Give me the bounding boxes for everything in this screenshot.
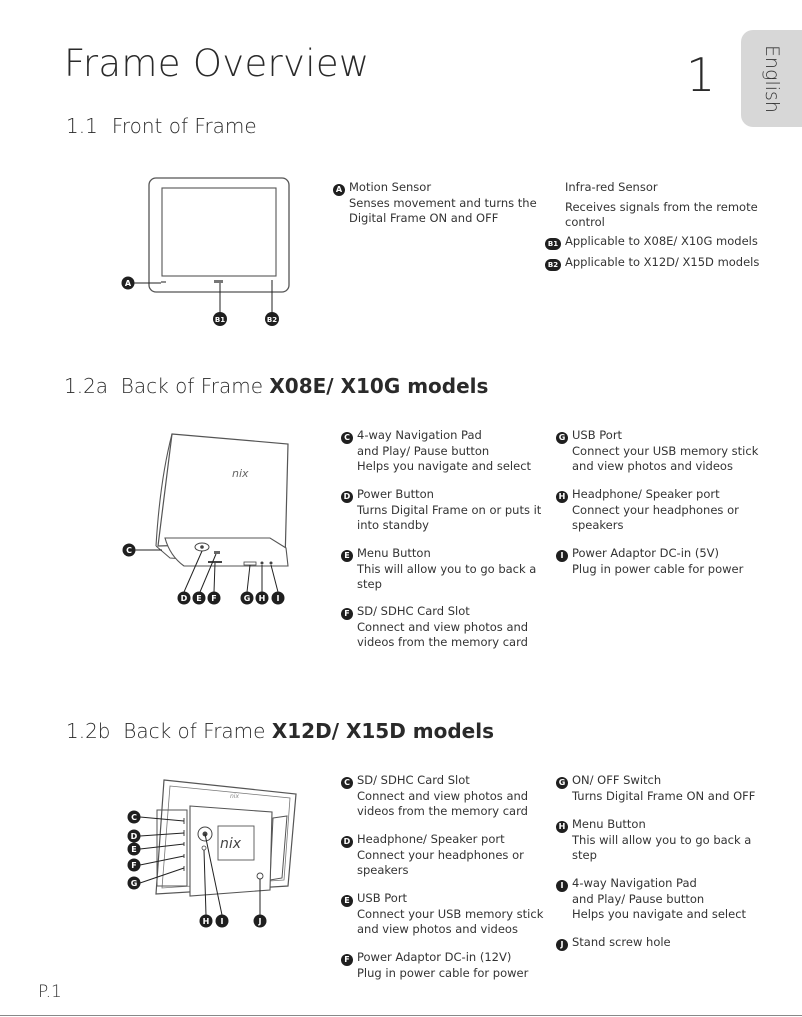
item-title: Headphone/ Speaker port <box>357 832 505 846</box>
bottom-divider <box>0 1015 802 1016</box>
section-title: Back of Frame <box>120 374 264 398</box>
svg-text:A: A <box>124 279 132 288</box>
svg-text:D: D <box>130 832 138 841</box>
svg-text:B1: B1 <box>214 316 226 324</box>
chapter-number: 1 <box>686 48 716 102</box>
item-desc: Connect and view photos and <box>357 620 529 634</box>
item-desc: Connect your USB memory stick <box>357 907 544 921</box>
item-title: Infra-red Sensor <box>565 180 658 194</box>
back-a-item-g <box>556 428 758 474</box>
item-desc: This will allow you to go back a <box>357 562 537 576</box>
badge-b2: B2 <box>545 259 561 271</box>
svg-text:D: D <box>180 594 188 603</box>
section-heading-back-b <box>66 719 494 743</box>
item-desc: videos from the memory card <box>357 635 528 649</box>
item-title: 4-way Navigation Pad <box>357 428 482 442</box>
svg-text:G: G <box>243 594 251 603</box>
item-desc: into standby <box>357 518 429 532</box>
svg-text:I: I <box>220 917 224 926</box>
item-desc: and Play/ Pause button <box>357 444 490 458</box>
language-tab-label: English <box>760 44 783 113</box>
badge-h: H <box>556 491 568 503</box>
item-desc: Plug in power cable for power <box>572 562 744 576</box>
front-item-motion-sensor <box>333 180 537 226</box>
item-desc: and Play/ Pause button <box>572 892 705 906</box>
item-title: Motion Sensor <box>349 180 432 194</box>
item-desc: Connect your USB memory stick <box>572 444 759 458</box>
item-desc: Turns Digital Frame ON and OFF <box>572 789 756 803</box>
badge-i: I <box>556 880 568 892</box>
back-b-item-h <box>556 817 751 863</box>
brand-logo: nix <box>220 836 242 852</box>
svg-text:nix: nix <box>230 793 240 800</box>
item-title: USB Port <box>572 428 623 442</box>
item-title: ON/ OFF Switch <box>572 773 662 787</box>
item-desc: Receives signals from the remote <box>565 200 758 214</box>
item-title: Applicable to X08E/ X10G models <box>565 234 758 248</box>
item-title: SD/ SDHC Card Slot <box>357 604 470 618</box>
back-a-item-c <box>341 428 531 474</box>
svg-text:H: H <box>202 917 210 926</box>
item-desc: Helps you navigate and select <box>357 459 532 473</box>
svg-text:H: H <box>258 594 266 603</box>
back-a-item-d <box>341 487 541 533</box>
item-title: Power Button <box>357 487 434 501</box>
page-number: P.1 <box>38 982 62 1002</box>
back-a-item-i <box>556 546 743 577</box>
section-title: Back of Frame <box>123 719 266 743</box>
svg-text:G: G <box>130 879 138 888</box>
back-b-item-d <box>341 832 524 878</box>
item-desc: control <box>565 215 605 229</box>
item-title: USB Port <box>357 891 408 905</box>
item-desc: speakers <box>357 863 409 877</box>
section-number: 1.2a <box>64 374 109 398</box>
badge-b1: B1 <box>545 238 561 250</box>
item-desc: and view photos and videos <box>572 459 733 473</box>
item-desc: Helps you navigate and select <box>572 907 747 921</box>
item-desc: Turns Digital Frame on or puts it <box>357 503 542 517</box>
front-item-b1 <box>545 234 758 250</box>
item-title: Stand screw hole <box>572 935 671 949</box>
svg-text:E: E <box>131 845 137 854</box>
back-b-item-g <box>556 773 755 804</box>
item-desc: Plug in power cable for power <box>357 966 529 980</box>
front-item-infrared-sensor <box>565 180 758 230</box>
section-models: X08E/ X10G models <box>269 374 489 398</box>
svg-text:J: J <box>258 917 262 926</box>
badge-c: C <box>341 432 353 444</box>
back-a-item-h <box>556 487 739 533</box>
badge-g: G <box>556 432 568 444</box>
back-b-item-i <box>556 876 746 922</box>
back-b-item-f <box>341 950 528 981</box>
item-title: Power Adaptor DC-in (12V) <box>357 950 512 964</box>
back-b-item-e <box>341 891 543 937</box>
front-item-b2 <box>545 255 759 271</box>
back-b-item-c <box>341 773 528 819</box>
badge-i: I <box>556 550 568 562</box>
page-title: Frame Overview <box>64 42 370 85</box>
section-number: 1.1 <box>66 114 98 138</box>
svg-text:I: I <box>276 594 280 603</box>
item-desc: Connect your headphones or <box>357 848 524 862</box>
badge-g: G <box>556 777 568 789</box>
back-a-frame-illustration <box>110 420 310 615</box>
section-heading-back-a <box>64 374 488 398</box>
badge-j: J <box>556 939 568 951</box>
badge-h: H <box>556 821 568 833</box>
item-title: 4-way Navigation Pad <box>572 876 697 890</box>
item-title: Power Adaptor DC-in (5V) <box>572 546 719 560</box>
item-desc: videos from the memory card <box>357 804 528 818</box>
item-desc: speakers <box>572 518 624 532</box>
svg-text:F: F <box>211 594 217 603</box>
item-desc: This will allow you to go back a <box>572 833 752 847</box>
front-frame-illustration <box>110 170 310 335</box>
item-title: Headphone/ Speaker port <box>572 487 720 501</box>
badge-d: D <box>341 491 353 503</box>
svg-text:F: F <box>131 861 137 870</box>
svg-text:C: C <box>126 546 132 555</box>
section-heading-front <box>66 114 257 138</box>
section-number: 1.2b <box>66 719 111 743</box>
svg-text:B2: B2 <box>266 316 278 324</box>
section-models: X12D/ X15D models <box>271 719 495 743</box>
item-desc: and view photos and videos <box>357 922 518 936</box>
back-a-item-f <box>341 604 528 650</box>
item-title: Menu Button <box>572 817 646 831</box>
svg-text:C: C <box>131 813 137 822</box>
item-desc: Connect your headphones or <box>572 503 739 517</box>
brand-logo: nix <box>232 467 249 480</box>
badge-a: A <box>333 184 345 196</box>
badge-f: F <box>341 954 353 966</box>
badge-f: F <box>341 608 353 620</box>
item-desc: step <box>572 848 597 862</box>
item-desc: Digital Frame ON and OFF <box>349 211 499 225</box>
badge-c: C <box>341 777 353 789</box>
badge-e: E <box>341 550 353 562</box>
back-b-frame-illustration <box>110 768 310 938</box>
item-desc: step <box>357 577 382 591</box>
badge-d: D <box>341 836 353 848</box>
svg-text:E: E <box>196 594 202 603</box>
back-b-item-j <box>556 935 671 951</box>
item-desc: Connect and view photos and <box>357 789 529 803</box>
item-desc: Senses movement and turns the <box>349 196 537 210</box>
language-tab[interactable] <box>741 30 802 127</box>
item-title: SD/ SDHC Card Slot <box>357 773 470 787</box>
badge-e: E <box>341 895 353 907</box>
back-a-item-e <box>341 546 536 592</box>
item-title: Menu Button <box>357 546 431 560</box>
section-title: Front of Frame <box>111 114 257 138</box>
item-title: Applicable to X12D/ X15D models <box>565 255 760 269</box>
